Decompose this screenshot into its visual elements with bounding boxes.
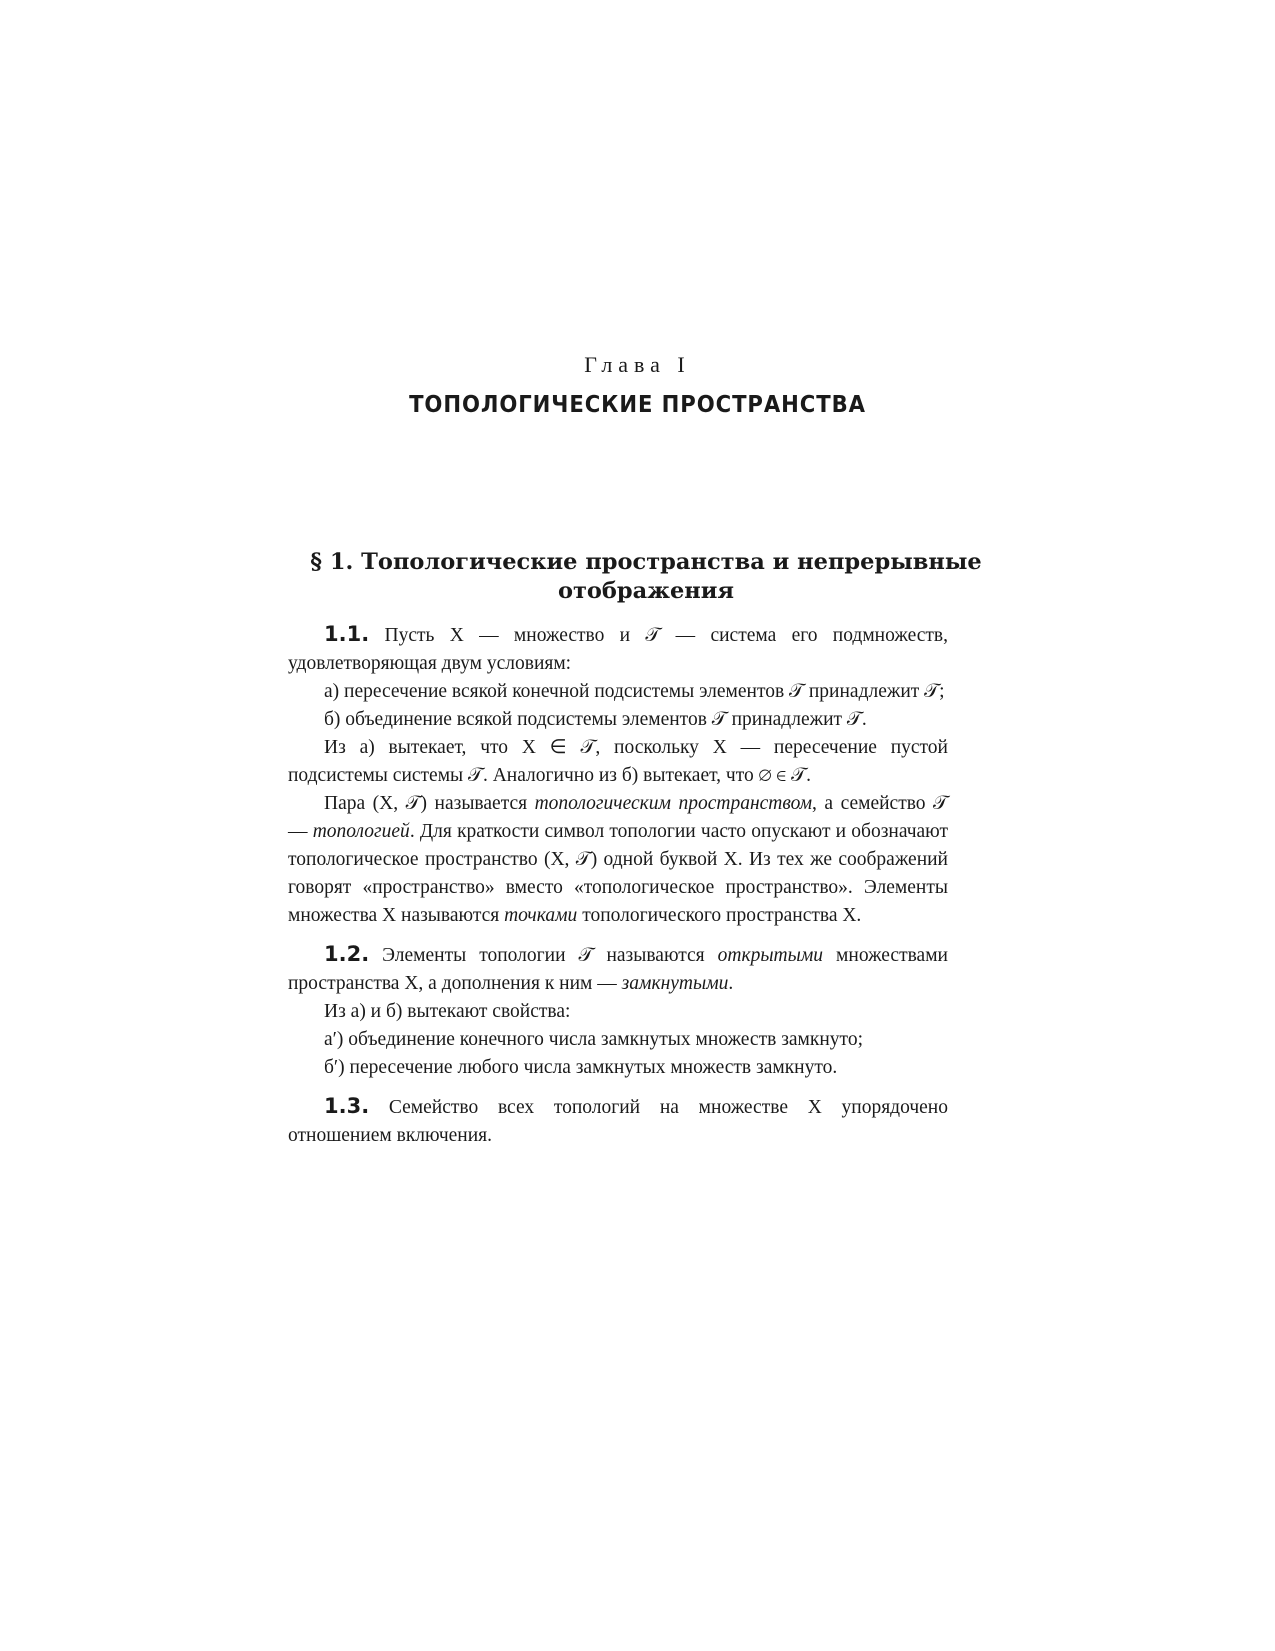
properties-intro: Из а) и б) вытекают свойства: [324, 1001, 571, 1022]
section-title-line2: отображения [557, 578, 735, 604]
paragraph-text: Пусть X — множество и 𝒯 — система его подмножеств, удовлетворяющая двум условиям: [288, 625, 948, 674]
property-a-prime: а′) объединение конечного числа замкнутых множеств замкнуто; [324, 1029, 863, 1050]
chapter-title: ТОПОЛОГИЧЕСКИЕ ПРОСТРАНСТВА [409, 392, 866, 418]
paragraph-text: множествами пространства X, а дополнения к ним — [288, 945, 948, 994]
term-topology: топологией [312, 821, 410, 842]
definition-paragraph [288, 790, 948, 930]
item-number: 1.1. [324, 622, 370, 646]
paragraph-text: Семейство всех топологий на множестве X упорядочено отношением включения. [288, 1097, 948, 1146]
condition-a: а) пересечение всякой конечной подсистемы элементов 𝒯 принадлежит 𝒯; [324, 681, 945, 702]
definition-text: Пара (X, 𝒯) называется [324, 793, 535, 814]
paragraph-1-1 [288, 620, 948, 678]
paragraph-text: Элементы топологии 𝒯 называются [369, 945, 718, 966]
section-title-line1: § 1. Топологические пространства и непрерывные [310, 549, 982, 575]
item-number: 1.2. [324, 942, 370, 966]
paragraph-1-2 [288, 940, 948, 998]
body-text [288, 620, 948, 1150]
property-b-prime: б′) пересечение любого числа замкнутых множеств замкнуто. [324, 1057, 838, 1078]
chapter-label: Глава I [584, 352, 691, 377]
condition-b: б) объединение всякой подсистемы элементов 𝒯 принадлежит 𝒯. [324, 709, 867, 730]
term-topological-space: топологическим пространством [534, 793, 813, 814]
term-closed: замкнутыми [621, 973, 729, 994]
definition-text: . Для краткости символ топологии часто опускают и обозначают топологическое пространство (X, 𝒯) одной буквой X. Из тех же соображений говорят «пространство» вместо «топологическое пространство». Элементы множества X называются [288, 821, 949, 926]
consequence-paragraph: Из а) вытекает, что X ∈ 𝒯, поскольку X — пересечение пустой подсистемы системы 𝒯. Аналогично из б) вытекает, что ∅ ∈ 𝒯. [288, 737, 948, 786]
paragraph-text: . [728, 973, 734, 994]
section-title [296, 548, 996, 606]
item-number: 1.3. [324, 1094, 370, 1118]
definition-text: , а семейство 𝒯 — [288, 793, 948, 842]
paragraph-1-3 [288, 1092, 948, 1150]
definition-text: топологического пространства X. [577, 905, 862, 926]
term-points: точками [504, 905, 578, 926]
term-open: открытыми [717, 945, 824, 966]
